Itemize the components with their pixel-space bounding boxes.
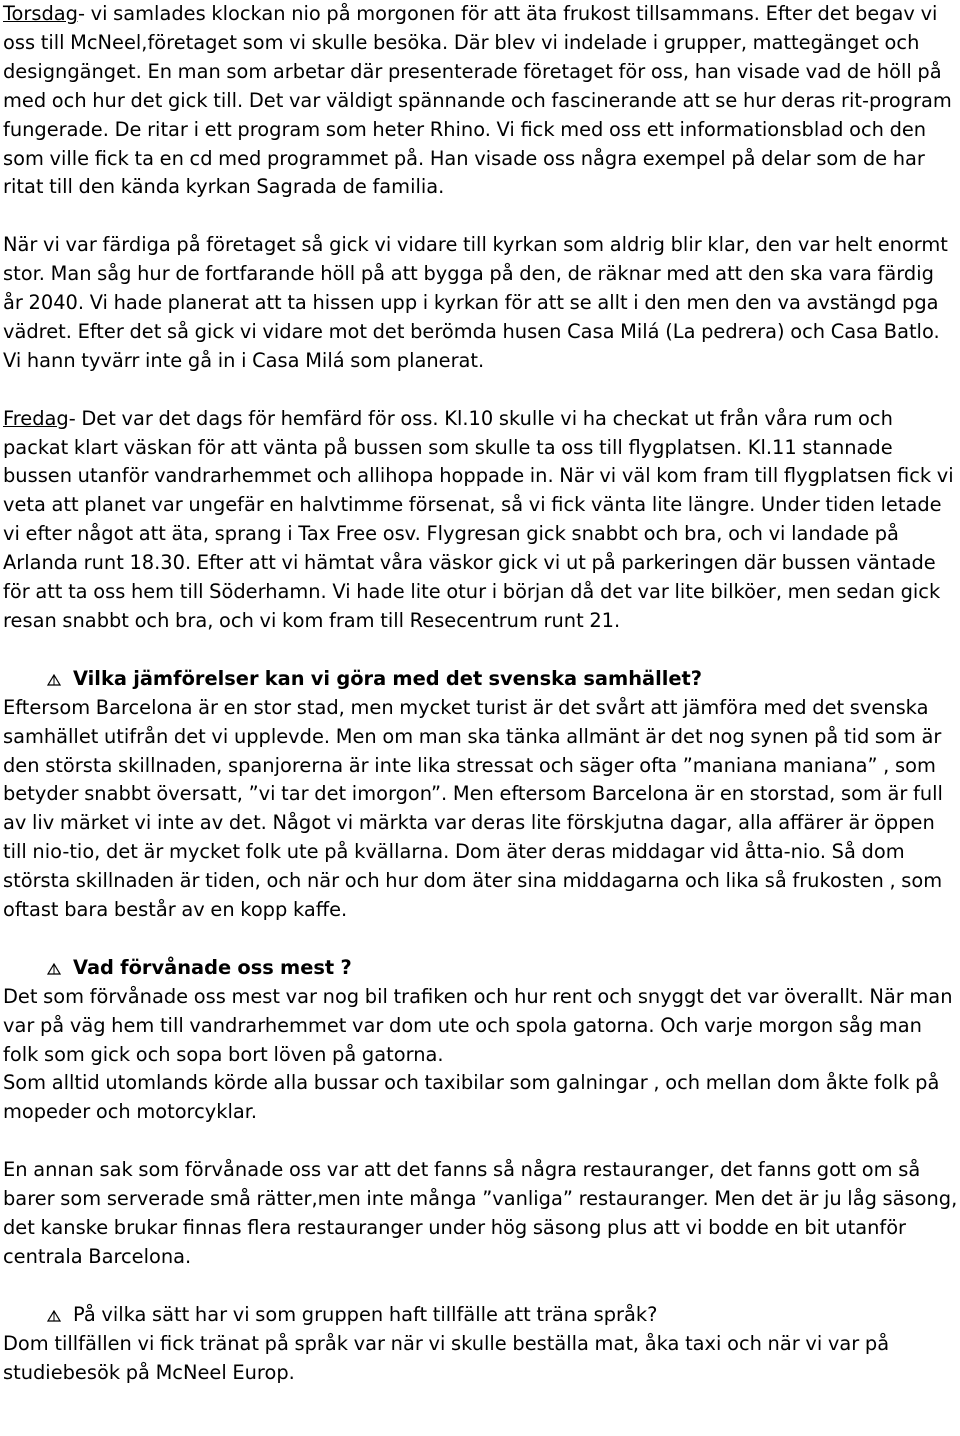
- spacer: [3, 376, 958, 405]
- triangle-bullet-icon: [45, 665, 63, 694]
- question-3-answer: Dom tillfällen vi fick tränat på språk var när vi skulle beställa mat, åka taxi och när vi var på studiebesök på McNeel Europ.: [3, 1331, 890, 1384]
- question-3-heading: På vilka sätt har vi som gruppen haft tillfälle att träna språk?: [73, 1302, 658, 1326]
- question-3: [3, 1301, 958, 1330]
- torsdag-heading: Torsdag: [3, 2, 78, 25]
- spacer: [3, 925, 958, 954]
- spacer: [3, 1127, 958, 1156]
- torsdag-text: - vi samlades klockan nio på morgonen för att äta frukost tillsammans. Efter det begav vi oss till McNeel,företaget som vi skulle besöka. Där blev vi indelade i grupper, mattegänget och designgänget. En man som arbetar där presenterade företaget för oss, han visade vad de höll på med och hur det gick till. Det var väldigt spännande och fascinerande att se hur deras rit-program fungerade. De ritar i ett program som heter Rhino. Vi fick med oss ett informationsblad och den som ville fick ta en cd med programmet på. Han visade oss några exempel på delar som de har ritat till den kända kyrkan Sagrada de familia.: [3, 2, 952, 199]
- question-2-answer-1: Det som förvånade oss mest var nog bil trafiken och hur rent och snyggt det var överallt. När man var på väg hem till vandrarhemmet var dom ute och spola gatorna. Och varje morgon såg man folk som gick och sopa bort löven på gatorna.: [3, 984, 953, 1066]
- spacer: [3, 636, 958, 665]
- question-1-heading: Vilka jämförelser kan vi göra med det svenska samhället?: [73, 666, 703, 690]
- question-1-answer: Eftersom Barcelona är en stor stad, men mycket turist är det svårt att jämföra med det svenska samhället utifrån det vi upplevde. Men om man ska tänka allmänt är det nog synen på tid som är den största skillnaden, spanjorerna är inte lika stressat och säger ofta ”maniana maniana” , som betyder snabbt översatt, ”vi tar det imorgon”. Men eftersom Barcelona är en storstad, som är full av liv märket vi inte av det. Något vi märkta var deras lite förskjutna dagar, alla affärer är öppen till nio-tio, det är mycket folk ute på kvällarna. Dom äter deras middagar vid åtta-nio. Så dom största skillnaden är tiden, och när och hur dom äter sina middagarna och lika så frukosten , som oftast bara består av en kopp kaffe.: [3, 695, 943, 922]
- document-page: [3, 0, 958, 1387]
- fredag-text: - Det var det dags för hemfärd för oss. Kl.10 skulle vi ha checkat ut från våra rum och packat klart väskan för att vänta på bussen som skulle ta oss till flygplatsen. Kl.11 stannade bussen utanför vandrarhemmet och allihopa hoppade in. När vi väl kom fram till flygplatsen fick vi veta att planet var ungefär en halvtimme försenat, så vi fick vänta lite längre. Under tiden letade vi efter något att äta, sprang i Tax Free osv. Flygresan gick snabbt och bra, och vi landade på Arlanda runt 18.30. Efter att vi hämtat våra väskor gick vi ut på parkeringen där bussen väntade för att ta oss hem till Söderhamn. Vi hade lite otur i början då det var lite bilköer, men sedan gick resan snabbt och bra, och vi kom fram till Resecentrum runt 21.: [3, 406, 954, 632]
- spacer: [3, 1272, 958, 1301]
- torsdag-paragraph: [3, 0, 958, 202]
- question-2-answer-3: En annan sak som förvånade oss var att det fanns så några restauranger, det fanns gott om så barer som serverade små rätter,men inte många ”vanliga” restauranger. Men det är ju låg säsong, det kanske brukar finnas flera restauranger under hög säsong plus att vi bodde en bit utanför centrala Barcelona.: [3, 1158, 958, 1268]
- question-2-answer-2: Som alltid utomlands körde alla bussar och taxibilar som galningar , och mellan dom åkte folk på mopeder och motorcyklar.: [3, 1071, 940, 1124]
- question-2: [3, 954, 958, 983]
- question-1: [3, 665, 958, 694]
- triangle-bullet-icon: [45, 1301, 63, 1330]
- fredag-heading: Fredag: [3, 406, 69, 430]
- fredag-paragraph: [3, 405, 958, 636]
- question-2-heading: Vad förvånade oss mest ?: [73, 955, 352, 979]
- triangle-bullet-icon: [45, 954, 63, 983]
- kyrkan-paragraph: När vi var färdiga på företaget så gick vi vidare till kyrkan som aldrig blir klar, den var helt enormt stor. Man såg hur de fortfarande höll på att bygga på den, de räknar med att den ska vara färdig år 2040. Vi hade planerat att ta hissen upp i kyrkan för att se allt i den men den va avstängd pga vädret. Efter det så gick vi vidare mot det berömda husen Casa Milá (La pedrera) och Casa Batlo. Vi hann tyvärr inte gå in i Casa Milá som planerat.: [3, 233, 948, 372]
- spacer: [3, 202, 958, 231]
